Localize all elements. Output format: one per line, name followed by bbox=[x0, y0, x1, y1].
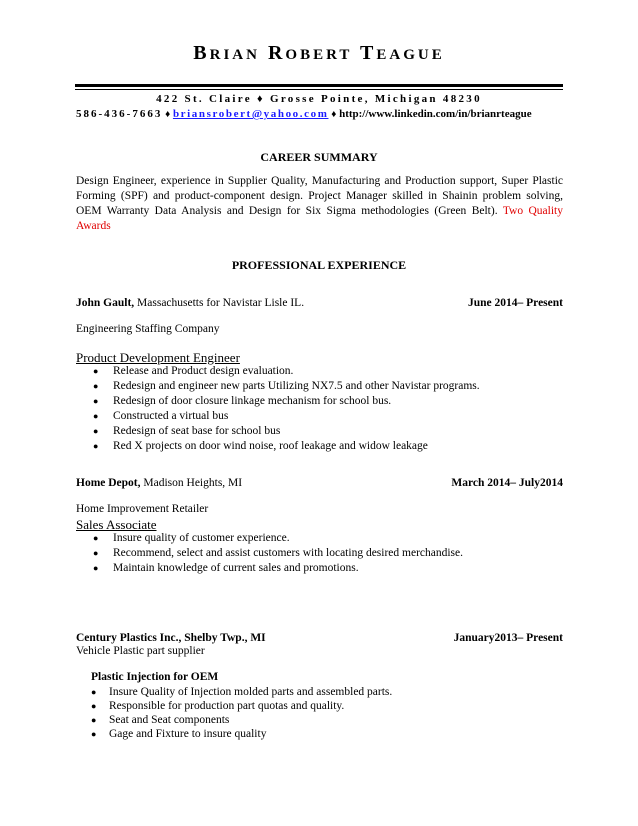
list-item: ● Seat and Seat components bbox=[91, 714, 230, 726]
career-summary-heading: CAREER SUMMARY bbox=[260, 150, 378, 164]
company-name: John Gault, bbox=[76, 297, 135, 309]
job-header bbox=[76, 477, 563, 489]
job-bullets bbox=[0, 685, 638, 741]
bullet-dot-icon: ● bbox=[93, 441, 99, 451]
header-divider-thin bbox=[75, 89, 563, 90]
address-line: 422 St. Claire ♦ Grosse Pointe, Michigan 48230 bbox=[156, 93, 482, 105]
list-item: ● Maintain knowledge of current sales and promotions. bbox=[93, 562, 359, 574]
list-item: ● Insure Quality of Injection molded parts and assembled parts. bbox=[91, 686, 393, 698]
list-item: ● Redesign of door closure linkage mechanism for school bus. bbox=[93, 395, 392, 407]
bullet-dot-icon: ● bbox=[93, 563, 99, 573]
list-item: ● Redesign of seat base for school bus bbox=[93, 425, 281, 437]
company-location: Madison Heights, MI bbox=[140, 477, 243, 489]
bullet-dot-icon: ● bbox=[93, 366, 99, 376]
job-bullets bbox=[0, 531, 638, 576]
summary-highlight: Two Quality Awards bbox=[76, 205, 564, 232]
professional-experience-heading: PROFESSIONAL EXPERIENCE bbox=[231, 258, 407, 272]
job-role: Plastic Injection for OEM bbox=[91, 671, 219, 683]
bullet-dot-icon: ● bbox=[91, 687, 97, 697]
job-header bbox=[76, 632, 563, 644]
job-dates: January2013– Present bbox=[453, 632, 563, 644]
candidate-name: BRIAN ROBERT TEAGUE bbox=[193, 42, 445, 64]
company-name: Home Depot, bbox=[76, 477, 141, 489]
phone-number: 586-436-7663 bbox=[76, 108, 163, 120]
employer-type: Vehicle Plastic part supplier bbox=[76, 645, 205, 657]
career-summary-text bbox=[76, 174, 563, 234]
summary-body: Design Engineer, experience in Supplier Quality, Manufacturing and Production support, Super Plastic Forming (SPF) and product-component design. Project Manager skilled in Shainin problem solving, OEM Warranty Data Analysis and Design for Six Sigma methodologies (Green Belt). bbox=[76, 175, 563, 217]
job-role: Sales Associate bbox=[76, 517, 157, 532]
list-item: ● Red X projects on door wind noise, roof leakage and widow leakage bbox=[93, 440, 428, 452]
list-item: ● Recommend, select and assist customers with locating desired merchandise. bbox=[93, 547, 464, 559]
bullet-dot-icon: ● bbox=[93, 533, 99, 543]
employer-type: Engineering Staffing Company bbox=[76, 323, 220, 335]
bullet-dot-icon: ● bbox=[91, 729, 97, 739]
list-item: ● Responsible for production part quotas and quality. bbox=[91, 700, 345, 712]
list-item: ● Insure quality of customer experience. bbox=[93, 532, 290, 544]
bullet-dot-icon: ● bbox=[93, 411, 99, 421]
contact-line bbox=[76, 108, 576, 120]
bullet-dot-icon: ● bbox=[93, 548, 99, 558]
bullet-dot-icon: ● bbox=[91, 701, 97, 711]
header-divider-thick bbox=[75, 84, 563, 87]
bullet-dot-icon: ● bbox=[93, 396, 99, 406]
employer-type: Home Improvement Retailer bbox=[76, 503, 209, 515]
company-location: Massachusetts for Navistar Lisle IL. bbox=[134, 297, 305, 309]
job-header bbox=[76, 297, 563, 309]
bullet-dot-icon: ● bbox=[93, 381, 99, 391]
bullet-dot-icon: ● bbox=[93, 426, 99, 436]
job-role: Product Development Engineer bbox=[76, 350, 240, 365]
email-link[interactable]: briansrobert@yahoo.com bbox=[172, 108, 329, 120]
list-item: ● Release and Product design evaluation. bbox=[93, 365, 294, 377]
company-name: Century Plastics Inc., Shelby Twp., MI bbox=[76, 632, 266, 644]
job-bullets bbox=[0, 364, 638, 454]
bullet-dot-icon: ● bbox=[91, 715, 97, 725]
list-item: ● Gage and Fixture to insure quality bbox=[91, 728, 267, 740]
job-dates: June 2014– Present bbox=[468, 297, 563, 309]
separator-diamond: ♦ bbox=[331, 109, 337, 120]
job-dates: March 2014– July2014 bbox=[451, 477, 563, 489]
linkedin-link[interactable]: http://www.linkedin.com/in/brianrteague bbox=[339, 108, 532, 120]
list-item: ● Constructed a virtual bus bbox=[93, 410, 229, 422]
separator-diamond: ♦ bbox=[165, 109, 171, 120]
list-item: ● Redesign and engineer new parts Utilizing NX7.5 and other Navistar programs. bbox=[93, 380, 480, 392]
